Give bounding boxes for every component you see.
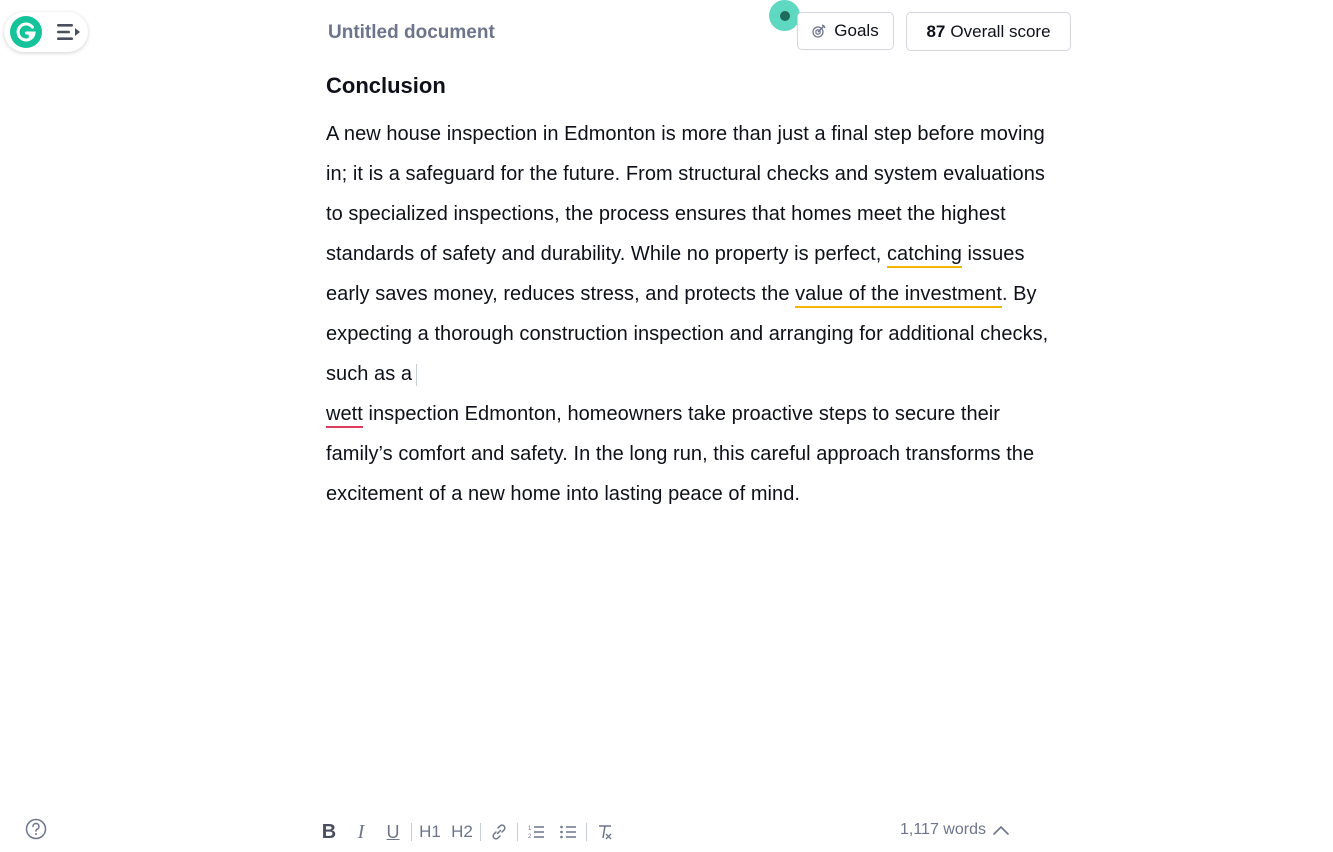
numbered-list-button[interactable] [520,818,552,846]
paragraph[interactable] [326,114,1066,514]
goals-label: Goals [834,21,879,40]
document-title[interactable]: Untitled document [328,22,495,43]
logo-pill [4,12,88,52]
word-count-button[interactable] [900,821,1010,839]
overall-score-button[interactable] [906,12,1071,51]
formatting-toolbar [313,818,621,846]
target-icon [812,24,826,38]
toolbar-divider [480,823,481,841]
bullet-list-button[interactable] [552,818,584,846]
toolbar-divider [517,823,518,841]
text-caret [416,364,417,386]
link-icon [490,823,508,841]
toolbar-divider [411,823,412,841]
suggestion-value-of-investment[interactable]: value of the investment [795,283,1002,308]
suggestion-catching[interactable]: catching [887,243,962,268]
bold-button[interactable]: B [321,820,337,843]
menu-icon[interactable] [56,22,82,42]
bullet-list-icon [559,823,577,841]
link-button[interactable] [483,818,515,846]
status-dot-icon [769,0,800,31]
text-run: issues early saves money, reduces stress, and protects the [326,243,1025,305]
italic-button[interactable]: I [357,820,365,843]
clear-format-button[interactable] [589,818,621,846]
numbered-list-icon [527,823,545,841]
word-count-label: 1,117 words [900,821,986,838]
goals-button[interactable] [797,12,894,50]
underline-button[interactable]: U [386,821,400,842]
grammarly-logo-icon[interactable] [10,16,42,48]
toolbar-divider [586,823,587,841]
document-body[interactable] [326,68,1066,514]
chevron-up-icon [992,824,1010,836]
score-value: 87 [926,21,946,41]
help-icon[interactable] [25,818,47,840]
suggestion-wett[interactable]: wett [326,403,363,428]
svg-text:1: 1 [528,826,532,832]
clear-format-icon [596,823,614,841]
text-run: inspection Edmonton, homeowners take proactive steps to secure their family’s comfort and safety. In the long run, this careful approach transforms the excitement of a new home into lasting peace of mind. [326,403,1035,505]
section-heading: Conclusion [326,73,446,98]
heading2-button[interactable]: H2 [451,822,473,841]
heading1-button[interactable]: H1 [419,822,441,841]
text-run: A new house inspection in Edmonton is more than just a final step before moving in; it is a safeguard for the future. From structural checks and system evaluations to specialized inspections, the process ensures that homes meet the highest standards of safety and durability. While no property is perfect, [326,123,1045,265]
score-label: Overall score [950,21,1051,41]
text-run: . By expecting a thorough construction inspection and arranging for additional checks, such as a [326,283,1049,385]
svg-text:2: 2 [528,834,532,840]
